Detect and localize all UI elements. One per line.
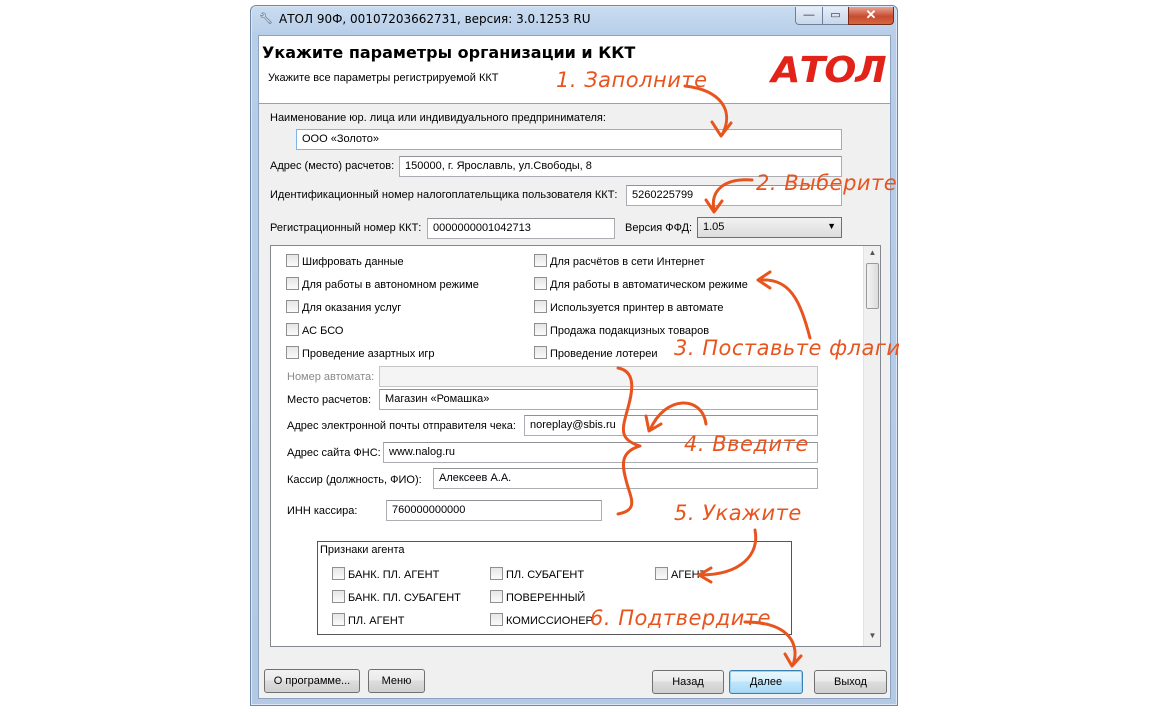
vertical-scrollbar[interactable] bbox=[863, 246, 880, 646]
inn-label: Идентификационный номер налогоплательщика пользователя ККТ: bbox=[270, 189, 618, 201]
checkbox-icon[interactable] bbox=[490, 613, 503, 626]
flag-as-bso[interactable]: АС БСО bbox=[286, 323, 343, 337]
checkbox-icon[interactable] bbox=[534, 277, 547, 290]
agent-commissioner[interactable]: КОМИССИОНЕР bbox=[490, 613, 593, 627]
scroll-thumb[interactable] bbox=[866, 263, 879, 309]
agent-bank-pay-subagent[interactable]: БАНК. ПЛ. СУБАГЕНТ bbox=[332, 590, 461, 604]
dialog-client-area bbox=[258, 35, 891, 699]
ffd-select[interactable] bbox=[697, 217, 842, 238]
checkbox-icon[interactable] bbox=[286, 300, 299, 313]
flag-automatic[interactable]: Для работы в автоматическом режиме bbox=[534, 277, 748, 291]
agent-pay-agent[interactable]: ПЛ. АГЕНТ bbox=[332, 613, 405, 627]
annotation-step3: 3. Поставьте флаги bbox=[674, 336, 901, 360]
page-subtitle: Укажите все параметры регистрируемой ККТ bbox=[268, 72, 499, 84]
cashier-input[interactable]: Алексеев А.А. bbox=[433, 468, 818, 489]
annotation-step6: 6. Подтвердите bbox=[590, 606, 772, 630]
email-label: Адрес электронной почты отправителя чека: bbox=[287, 420, 516, 432]
machine-number-label: Номер автомата: bbox=[287, 371, 375, 383]
checkbox-icon[interactable] bbox=[332, 613, 345, 626]
checkbox-icon[interactable] bbox=[490, 590, 503, 603]
chevron-down-icon: ▼ bbox=[827, 221, 836, 231]
address-label: Адрес (место) расчетов: bbox=[270, 160, 395, 172]
next-button[interactable]: Далее bbox=[729, 670, 803, 694]
cashier-label: Кассир (должность, ФИО): bbox=[287, 474, 422, 486]
ffd-select-value: 1.05 bbox=[703, 221, 725, 233]
annotation-step1: 1. Заполните bbox=[556, 68, 708, 92]
maximize-button[interactable]: ▭ bbox=[822, 7, 849, 25]
checkbox-icon[interactable] bbox=[534, 254, 547, 267]
agent-agent[interactable]: АГЕНТ bbox=[655, 567, 706, 581]
org-name-input[interactable]: ООО «Золото» bbox=[296, 129, 842, 150]
minimize-button[interactable]: — bbox=[795, 7, 823, 25]
flag-autonomous[interactable]: Для работы в автономном режиме bbox=[286, 277, 479, 291]
checkbox-icon[interactable] bbox=[286, 346, 299, 359]
scroll-up-icon[interactable]: ▲ bbox=[868, 248, 877, 257]
machine-number-input bbox=[379, 366, 818, 387]
checkbox-icon[interactable] bbox=[332, 567, 345, 580]
annotation-step4: 4. Введите bbox=[684, 432, 809, 456]
checkbox-icon[interactable] bbox=[490, 567, 503, 580]
scroll-down-icon[interactable]: ▼ bbox=[868, 631, 877, 640]
flag-excise-goods[interactable]: Продажа подакцизных товаров bbox=[534, 323, 709, 337]
close-button[interactable]: ✕ bbox=[848, 7, 894, 25]
cashier-inn-label: ИНН кассира: bbox=[287, 505, 358, 517]
flag-printer-in-machine[interactable]: Используется принтер в автомате bbox=[534, 300, 724, 314]
checkbox-icon[interactable] bbox=[286, 254, 299, 267]
checkbox-icon[interactable] bbox=[534, 323, 547, 336]
checkbox-icon[interactable] bbox=[332, 590, 345, 603]
atol-logo: АТОЛ bbox=[771, 50, 886, 91]
agent-group-title: Признаки агента bbox=[320, 544, 405, 556]
fns-site-label: Адрес сайта ФНС: bbox=[287, 447, 381, 459]
cashier-inn-input[interactable]: 760000000000 bbox=[386, 500, 602, 521]
menu-button[interactable]: Меню bbox=[368, 669, 425, 693]
flag-lottery[interactable]: Проведение лотереи bbox=[534, 346, 658, 360]
flag-services[interactable]: Для оказания услуг bbox=[286, 300, 401, 314]
reg-number-label: Регистрационный номер ККТ: bbox=[270, 222, 422, 234]
agent-pay-subagent[interactable]: ПЛ. СУБАГЕНТ bbox=[490, 567, 584, 581]
title-bar[interactable] bbox=[251, 6, 897, 34]
flag-internet[interactable]: Для расчётов в сети Интернет bbox=[534, 254, 705, 268]
wrench-icon: 🔧︎ bbox=[259, 13, 273, 25]
email-input[interactable]: noreplay@sbis.ru bbox=[524, 415, 818, 436]
checkbox-icon[interactable] bbox=[286, 323, 299, 336]
annotation-step5: 5. Укажите bbox=[674, 501, 802, 525]
address-input[interactable]: 150000, г. Ярославль, ул.Свободы, 8 bbox=[399, 156, 842, 177]
back-button[interactable]: Назад bbox=[652, 670, 724, 694]
flag-encrypt[interactable]: Шифровать данные bbox=[286, 254, 404, 268]
fns-site-input[interactable]: www.nalog.ru bbox=[383, 442, 818, 463]
ffd-label: Версия ФФД: bbox=[625, 222, 693, 234]
window-title: АТОЛ 90Ф, 00107203662731, версия: 3.0.1253 RU bbox=[279, 12, 591, 26]
flag-gambling[interactable]: Проведение азартных игр bbox=[286, 346, 435, 360]
place-input[interactable]: Магазин «Ромашка» bbox=[379, 389, 818, 410]
page-title: Укажите параметры организации и ККТ bbox=[262, 43, 636, 62]
checkbox-icon[interactable] bbox=[534, 346, 547, 359]
checkbox-icon[interactable] bbox=[534, 300, 547, 313]
annotation-step2: 2. Выберите bbox=[756, 171, 898, 195]
org-name-label: Наименование юр. лица или индивидуального предпринимателя: bbox=[270, 112, 606, 124]
reg-number-input[interactable]: 0000000001042713 bbox=[427, 218, 615, 239]
place-label: Место расчетов: bbox=[287, 394, 372, 406]
about-button[interactable]: О программе... bbox=[264, 669, 360, 693]
checkbox-icon[interactable] bbox=[286, 277, 299, 290]
inn-input[interactable]: 5260225799 bbox=[626, 185, 842, 206]
agent-bank-pay-agent[interactable]: БАНК. ПЛ. АГЕНТ bbox=[332, 567, 439, 581]
exit-button[interactable]: Выход bbox=[814, 670, 887, 694]
checkbox-icon[interactable] bbox=[655, 567, 668, 580]
agent-attorney[interactable]: ПОВЕРЕННЫЙ bbox=[490, 590, 585, 604]
